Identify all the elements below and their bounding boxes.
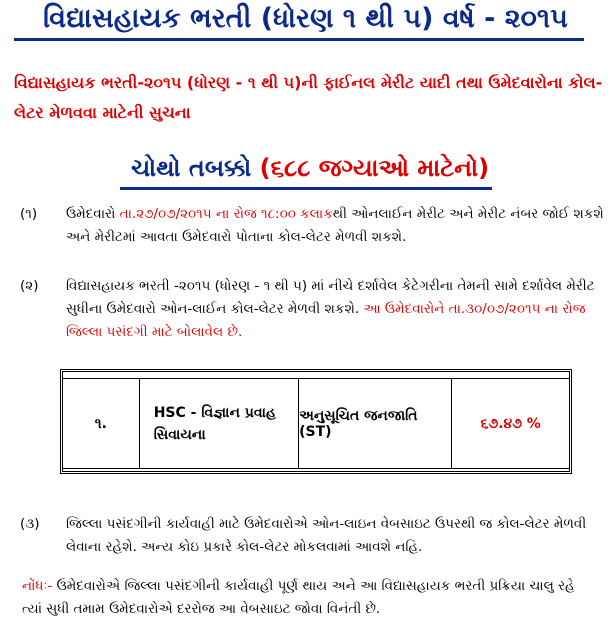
item-text: વિદ્યાસહાયક ભરતી -૨૦૧૫ (ધોરણ - ૧ થી ૫) માં નીચે દર્શાવેલ કેટેગરીના તેમની સામે દર્શાવેલ મેરીટ સુધીના ઉમેદવારો ઓન-લાઈન કોલ-લેટર મેળવી શકશે. [66, 278, 595, 317]
item-text: ઉમેદવારો [66, 206, 120, 222]
merit-cell: ૬૭.૪૭ % [480, 415, 541, 432]
phase-detail: (૬૮૮ જગ્યાઓ માટેનો) [259, 154, 490, 182]
notice-heading: વિદ્યાસહાયક ભરતી-૨૦૧૫ (ધોરણ - ૧ થી ૫)ની ફાઈનલ મેરીટ યાદી તથા ઉમેદવારોના કોલ-લેટર મેળવવા માટેની સુચના [14, 73, 603, 122]
instruction-item-1 [14, 203, 604, 249]
item-text: જિલ્લા પસંદગીની કાર્યવાહી માટે ઉમેદવારોએ ઓન-લાઇન વેબસાઇટ ઉપરથી જ કોલ-લેટર મેળવી લેવાના રહેશે. અન્ય કોઇ પ્રકારે કોલ-લેટર મોકલવામાં આવશે નહિ. [66, 516, 587, 555]
instruction-item-2 [14, 275, 604, 344]
category-cell: અનુસૂચિત જનજાતિ (ST) [299, 379, 452, 468]
phase-heading [110, 152, 510, 184]
item-number: (૩) [20, 516, 40, 532]
phase-label: ચોથો તબક્કો [130, 154, 252, 182]
item-number: (૨) [20, 278, 39, 294]
item-number: (૧) [20, 206, 38, 222]
phase-underline [120, 187, 492, 190]
item-text: થી ઓનલાઈન મેરીટ અને મેરીટ નંબર જોઈ શકશે અને મેરીટમાં આવતા ઉમેદવારો પોતાના કોલ-લેટર મેળવી શકશે. [66, 206, 604, 245]
note [22, 575, 597, 621]
merit-table-row [62, 378, 570, 469]
instruction-item-3 [14, 513, 604, 559]
page-title: વિદ્યાસહાયક ભરતી (ધોરણ ૧ થી ૫) વર્ષ - ૨૦૧૫ [43, 3, 568, 34]
title-underline [14, 38, 584, 41]
item-highlight: આ ઉમેદવારોને તા.૩૦/૦૭/૨૦૧૫ ના રોજ જિલ્લા પસંદગી માટે બોલાવેલ છે. [66, 301, 586, 340]
note-text: ઉમેદવારોએ જિલ્લા પસંદગીની કાર્યવાહી પૂર્ણ થાય અને આ વિદ્યાસહાયક ભરતી પ્રક્રિયા ચાલુ રહે ત્યાં સુધી તમામ ઉમેદવારોએ દરરોજ આ વેબસાઇટ જોવા વિનંતી છે. [22, 578, 575, 617]
note-label: નોંધઃ- [22, 578, 53, 594]
stream-cell: HSC - વિજ્ઞાન પ્રવાહ સિવાયના [140, 379, 299, 468]
serial-cell: ૧. [63, 379, 140, 468]
item-highlight: તા.૨૭/૦૭/૨૦૧૫ ના રોજ ૧૮:૦૦ કલાક [119, 206, 333, 222]
